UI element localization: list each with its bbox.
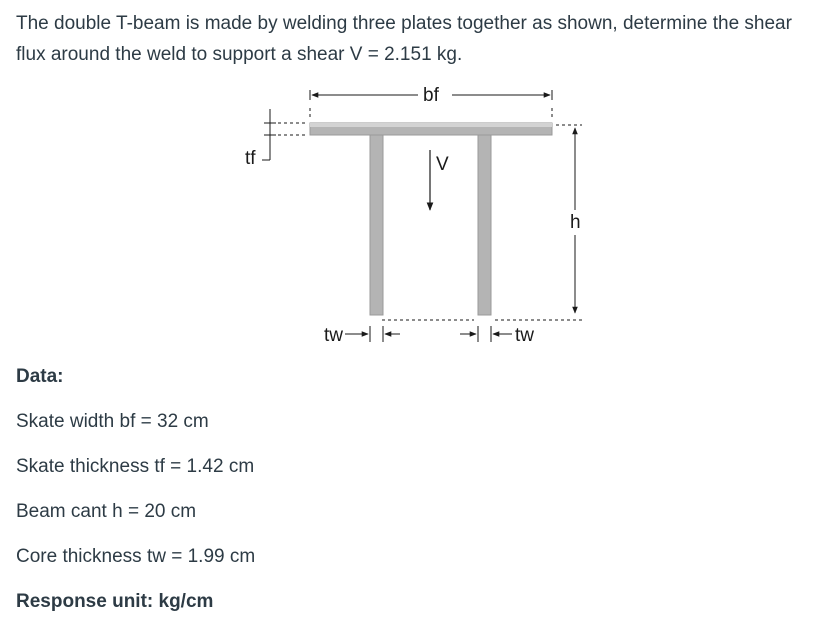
data-item-tw: Core thickness tw = 1.99 cm <box>16 546 256 567</box>
question-text <box>16 8 816 70</box>
response-unit: Response unit: kg/cm <box>16 591 214 612</box>
tf-label: tf <box>245 148 256 169</box>
v-label: V <box>436 154 449 175</box>
tw-label-left: tw <box>324 325 343 346</box>
question-line-1: The double T-beam is made by welding three plates together as shown, determine the shear <box>16 13 792 34</box>
web-plate-left <box>370 135 383 315</box>
h-label: h <box>570 212 581 233</box>
bf-label: bf <box>423 85 439 106</box>
data-item-tf: Skate thickness tf = 1.42 cm <box>16 456 255 477</box>
tw-label-right: tw <box>515 325 534 346</box>
double-t-beam-figure <box>240 80 620 355</box>
flange-plate-shade <box>310 123 552 127</box>
data-item-bf: Skate width bf = 32 cm <box>16 411 209 432</box>
tf-dimension <box>262 109 306 160</box>
data-item-h: Beam cant h = 20 cm <box>16 501 197 522</box>
tw-dimension-right <box>460 326 512 342</box>
tw-dimension-left <box>345 326 400 342</box>
web-plate-right <box>478 135 491 315</box>
question-line-2: flux around the weld to support a shear V = 2.151 kg. <box>16 44 463 65</box>
data-heading: Data: <box>16 366 64 387</box>
